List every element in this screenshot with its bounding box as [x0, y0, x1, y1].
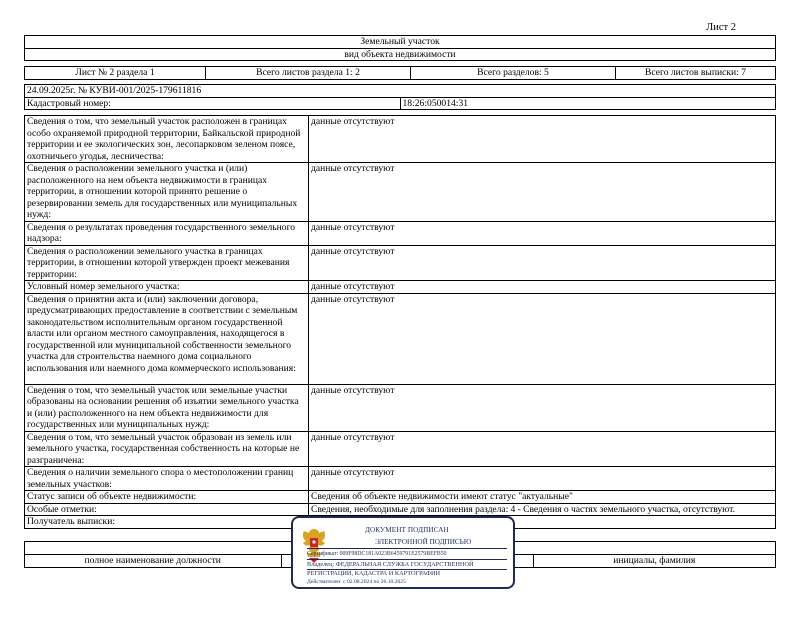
name-label: инициалы, фамилия: [533, 555, 776, 568]
stamp-validity: Действителен: с 02.08.2024 по 26.10.2025: [307, 579, 406, 585]
row-value: данные отсутствуют: [309, 384, 776, 431]
header-table: [24, 35, 776, 61]
table-row: [25, 431, 776, 467]
stamp-divider: [307, 559, 507, 560]
row-label: Сведения о том, что земельный участок расположен в границах особо охраняемой природной территории, Байкальской природной территории и ее экологических зон, лесопарковом зеленом поясе, охотничьего угодья, лесничества:: [25, 116, 309, 163]
coat-of-arms-icon: [298, 526, 330, 566]
ids-table: [24, 84, 776, 110]
row-value: данные отсутствуют: [309, 116, 776, 163]
sections-count: Всего разделов: 5: [411, 67, 616, 80]
position-cell: [25, 542, 282, 555]
row-label: Особые отметки:: [25, 503, 309, 516]
row-value: данные отсутствуют: [309, 221, 776, 245]
stamp-line2: ЭЛЕКТРОННОЙ ПОДПИСЬЮ: [375, 538, 472, 546]
sheet-section: Лист № 2 раздела 1: [25, 67, 206, 80]
name-cell: [533, 542, 776, 555]
stamp-divider: [307, 548, 507, 549]
table-row: [25, 467, 776, 491]
row-label: Получатель выписки:: [25, 516, 309, 529]
row-value: данные отсутствуют: [309, 431, 776, 467]
object-title: Земельный участок: [25, 36, 776, 49]
cadastral-value: 18:26:050014:31: [400, 97, 776, 110]
row-label: Сведения о принятии акта и (или) заключении договора, предусматривающих предоставление в соответствии с земельным законодательством исполнительным органом государственной власти или органом местного самоуправления, находящегося в государственной или муниципальной собственности земельного участка для строительства наемного дома социального использования или наемного дома коммерческого использования:: [25, 293, 309, 384]
object-type: вид объекта недвижимости: [25, 48, 776, 61]
table-row: [25, 163, 776, 222]
table-row: [25, 491, 776, 504]
meta-table: [24, 66, 776, 80]
row-label: Условный номер земельного участка:: [25, 281, 309, 294]
table-row: [25, 221, 776, 245]
row-value: Сведения, необходимые для заполнения раздела: 4 - Сведения о частях земельного участка, отсутствуют.: [309, 503, 776, 516]
row-value: Сведения об объекте недвижимости имеют статус "актуальные": [309, 491, 776, 504]
row-label: Сведения о расположении земельного участка в границах территории, в отношении которой утвержден проект межевания территории:: [25, 245, 309, 281]
cadastral-label: Кадастровый номер:: [25, 97, 401, 110]
table-row: [25, 293, 776, 384]
row-label: Статус записи об объекте недвижимости:: [25, 491, 309, 504]
row-label: Сведения о расположении земельного участка и (или) расположенного на нем объекта недвижимости в границах территории, в отношении которой принято решение о резервировании земель для государственных или муниципальных нужд:: [25, 163, 309, 222]
row-label: Сведения о результатах проведения государственного земельного надзора:: [25, 221, 309, 245]
electronic-signature-stamp: [291, 516, 515, 589]
row-value: данные отсутствуют: [309, 293, 776, 384]
date-number: 24.09.2025г. № КУВИ-001/2025-179611816: [25, 85, 776, 98]
table-row: [25, 503, 776, 516]
position-label: полное наименование должности: [25, 555, 282, 568]
table-row: [25, 116, 776, 163]
table-row: [25, 384, 776, 431]
sheet-label: Лист 2: [706, 22, 736, 33]
row-value: данные отсутствуют: [309, 467, 776, 491]
table-row: [25, 245, 776, 281]
row-label: Сведения о том, что земельный участок или земельные участки образованы на основании решения об изъятии земельного участка и (или) расположенного на нем объекта недвижимости для государственных или муниципальных нужд:: [25, 384, 309, 431]
stamp-owner-cont: РЕГИСТРАЦИИ, КАДАСТРА И КАРТОГРАФИИ: [307, 570, 441, 577]
table-row: [25, 281, 776, 294]
stamp-owner: Владелец: ФЕДЕРАЛЬНАЯ СЛУЖБА ГОСУДАРСТВЕННОЙ: [307, 561, 474, 568]
stamp-line1: ДОКУМЕНТ ПОДПИСАН: [365, 526, 449, 534]
extract-sheets: Всего листов выписки: 7: [616, 67, 776, 80]
section-sheets: Всего листов раздела 1: 2: [206, 67, 411, 80]
stamp-certificate: Сертификат: 009F08DC181A023B6459791E2579BEFB50: [307, 551, 447, 557]
details-table: [24, 115, 776, 529]
row-value: данные отсутствуют: [309, 163, 776, 222]
row-label: Сведения о том, что земельный участок образован из земель или земельного участка, государственная собственность на которые не разграничена:: [25, 431, 309, 467]
row-label: Сведения о наличии земельного спора о местоположении границ земельных участков:: [25, 467, 309, 491]
row-value: данные отсутствуют: [309, 281, 776, 294]
row-value: данные отсутствуют: [309, 245, 776, 281]
